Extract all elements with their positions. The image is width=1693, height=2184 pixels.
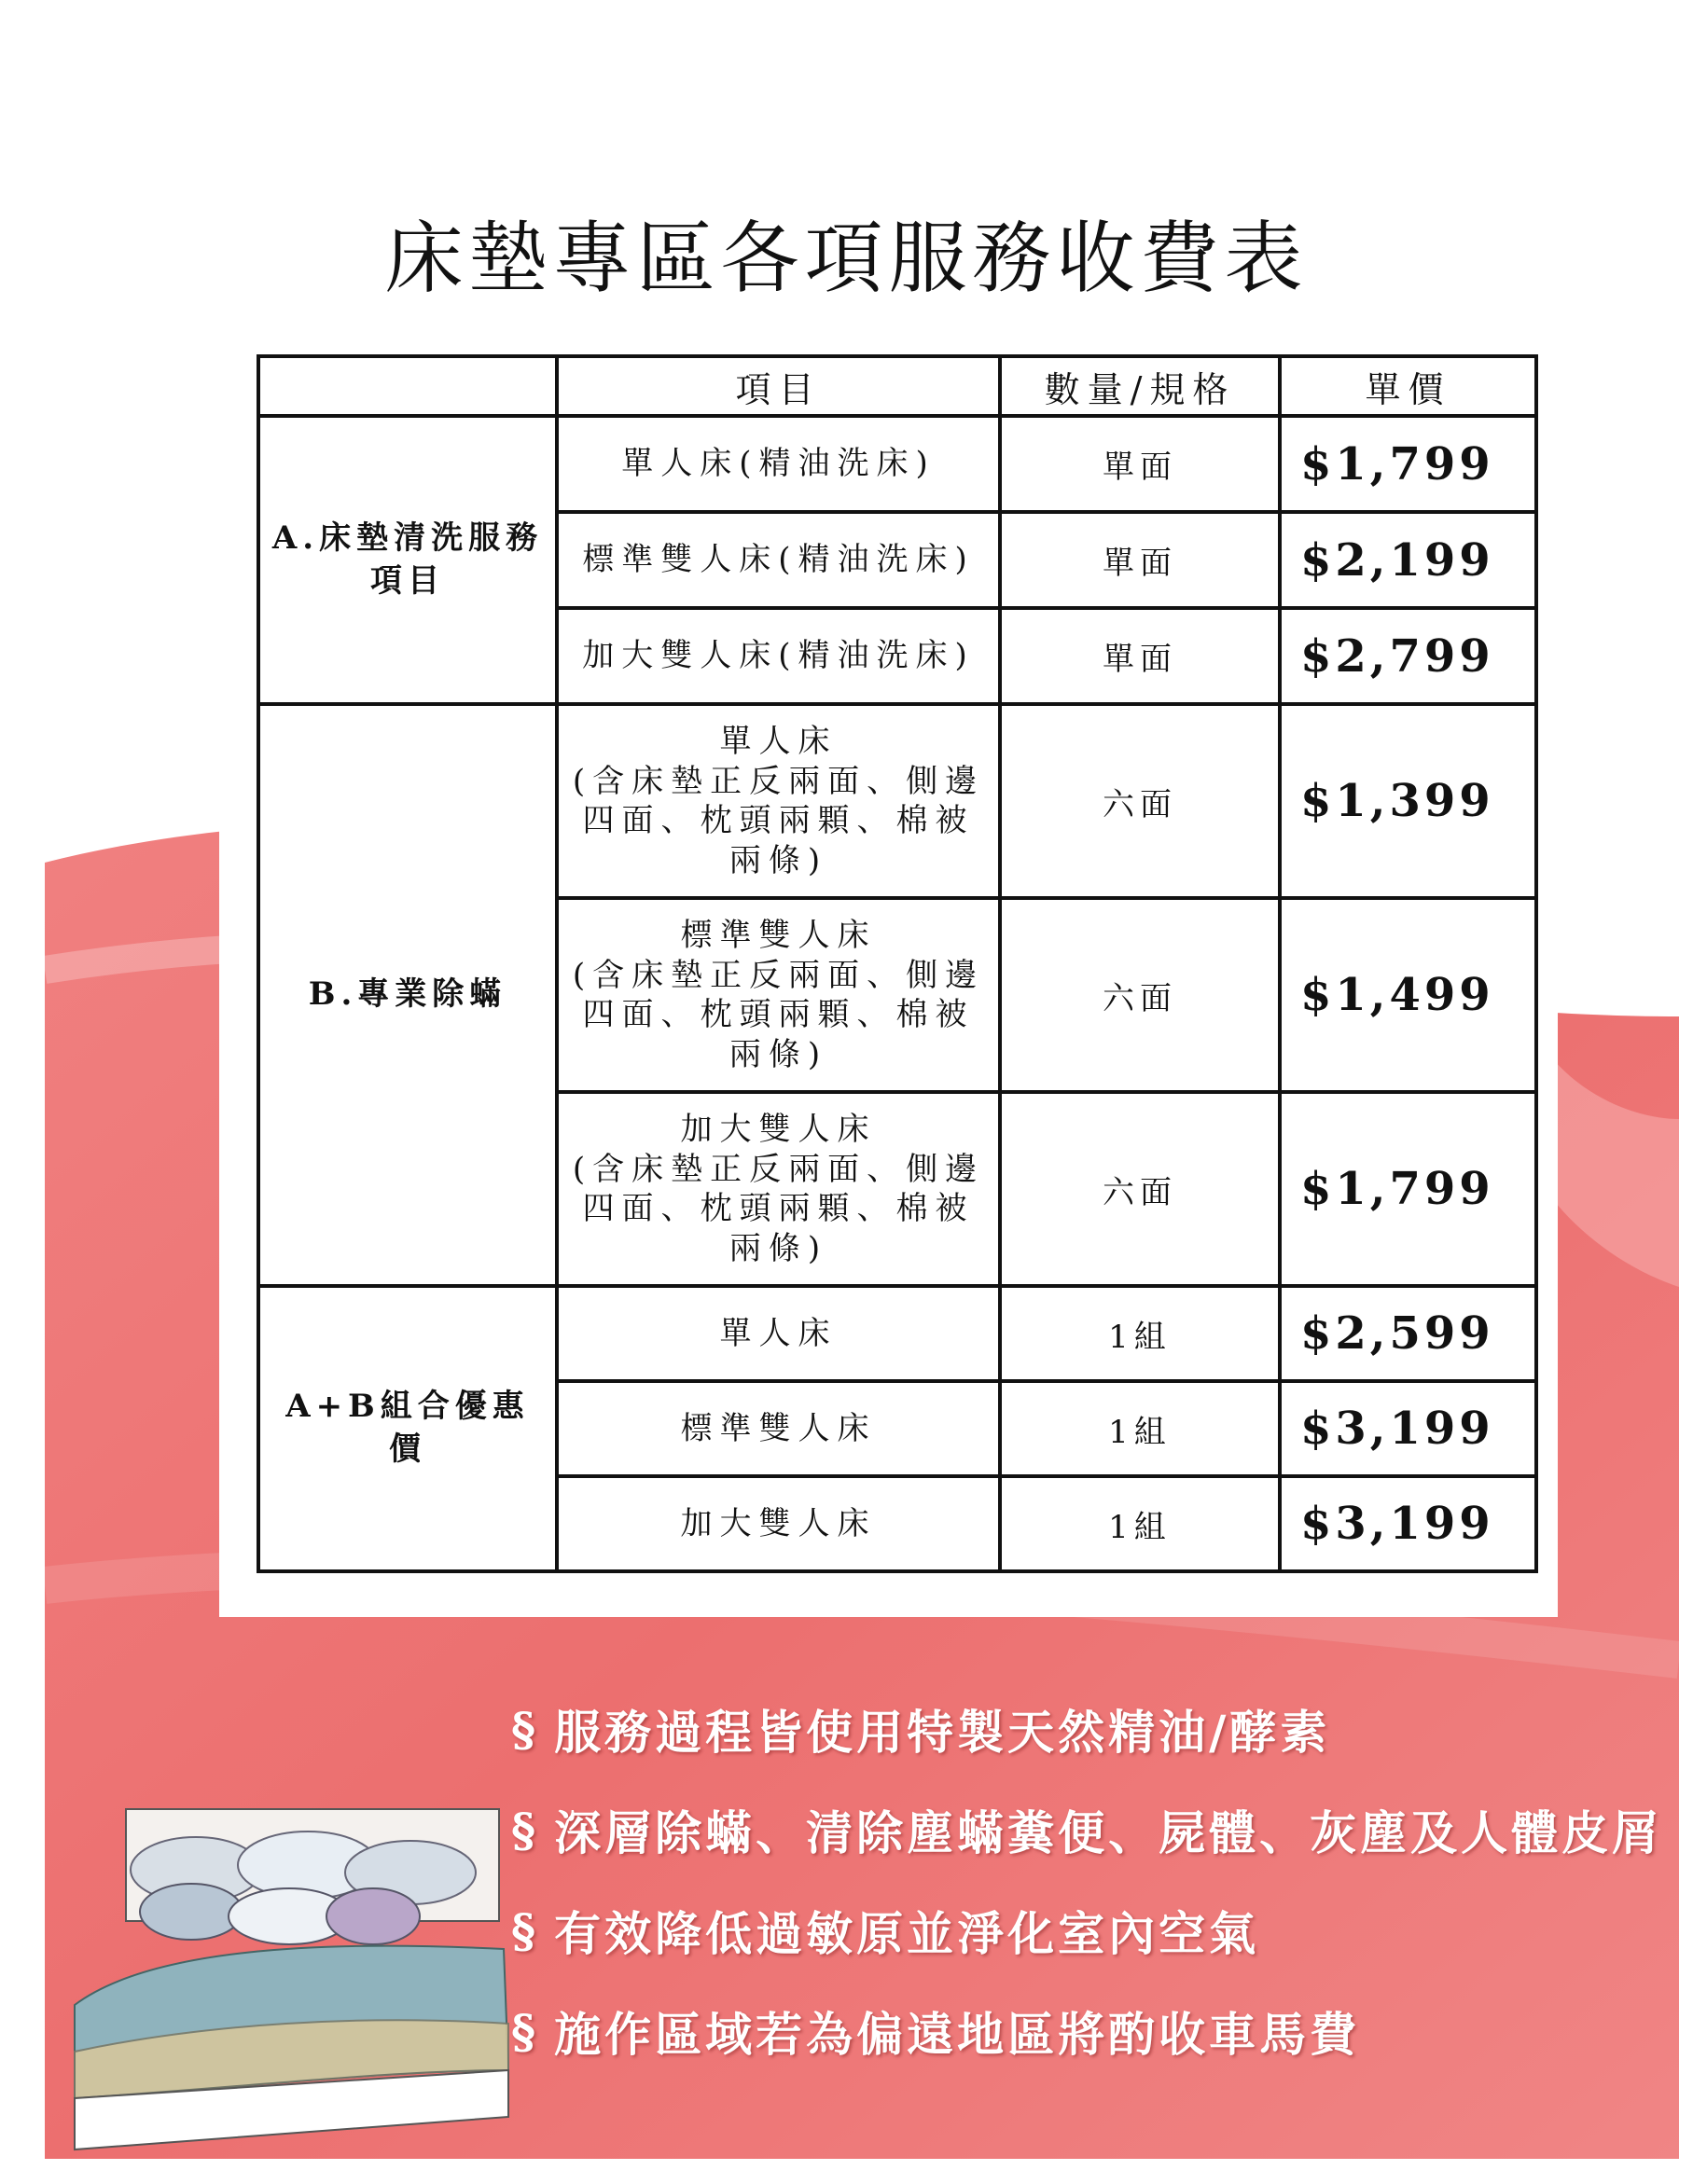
note-text: 有效降低過敏原並淨化室內空氣 xyxy=(554,1906,1260,1961)
header-category xyxy=(258,356,557,416)
header-quantity: 數量/規格 xyxy=(1000,356,1280,416)
quantity-cell: 1組 xyxy=(1000,1476,1280,1571)
item-cell: 單人床 xyxy=(557,1286,1000,1381)
item-name: 單人床 xyxy=(719,723,838,760)
item-detail: (含床墊正反兩面、側邊四面、枕頭兩顆、棉被兩條) xyxy=(572,762,985,879)
quantity-cell: 1組 xyxy=(1000,1286,1280,1381)
price-cell: $1,799 xyxy=(1280,1092,1536,1286)
bed-illustration xyxy=(37,1790,522,2154)
price-cell: $1,799 xyxy=(1280,416,1536,512)
price-cell: $2,199 xyxy=(1280,512,1536,608)
item-cell xyxy=(557,898,1000,1092)
item-detail: (含床墊正反兩面、側邊四面、枕頭兩顆、棉被兩條) xyxy=(572,956,985,1073)
category-b: B.專業除蟎 xyxy=(258,704,557,1286)
quantity-cell: 單面 xyxy=(1000,608,1280,704)
price-cell: $1,399 xyxy=(1280,704,1536,898)
section-mark: § xyxy=(511,1902,540,1958)
section-mark: § xyxy=(511,1802,540,1858)
item-cell xyxy=(557,704,1000,898)
note-text: 施作區域若為偏遠地區將酌收車馬費 xyxy=(554,2007,1361,2062)
note-item xyxy=(511,1880,1686,1981)
item-cell: 加大雙人床 xyxy=(557,1476,1000,1571)
table-row xyxy=(258,1286,1536,1381)
price-cell: $3,199 xyxy=(1280,1476,1536,1571)
price-cell: $3,199 xyxy=(1280,1381,1536,1476)
quantity-cell: 1組 xyxy=(1000,1381,1280,1476)
quantity-cell: 六面 xyxy=(1000,1092,1280,1286)
item-name: 標準雙人床 xyxy=(680,917,877,954)
item-cell xyxy=(557,1092,1000,1286)
quantity-cell: 六面 xyxy=(1000,898,1280,1092)
item-cell: 單人床(精油洗床) xyxy=(557,416,1000,512)
quantity-cell: 六面 xyxy=(1000,704,1280,898)
item-name: 加大雙人床 xyxy=(680,1111,877,1148)
price-cell: $2,799 xyxy=(1280,608,1536,704)
category-a: A.床墊清洗服務項目 xyxy=(258,416,557,704)
header-item: 項目 xyxy=(557,356,1000,416)
item-cell: 標準雙人床(精油洗床) xyxy=(557,512,1000,608)
note-text: 深層除蟎、清除塵蟎糞便、屍體、灰塵及人體皮屑 xyxy=(554,1805,1663,1860)
note-item xyxy=(511,1779,1686,1880)
note-item xyxy=(511,1981,1686,2081)
quantity-cell: 單面 xyxy=(1000,416,1280,512)
item-cell: 加大雙人床(精油洗床) xyxy=(557,608,1000,704)
note-item xyxy=(511,1679,1686,1779)
quantity-cell: 單面 xyxy=(1000,512,1280,608)
notes-list xyxy=(511,1679,1686,2081)
item-cell: 標準雙人床 xyxy=(557,1381,1000,1476)
price-cell: $2,599 xyxy=(1280,1286,1536,1381)
price-cell: $1,499 xyxy=(1280,898,1536,1092)
section-mark: § xyxy=(511,1701,540,1757)
note-text: 服務過程皆使用特製天然精油/酵素 xyxy=(554,1705,1331,1760)
page-title: 床墊專區各項服務收費表 xyxy=(384,213,1309,304)
category-combo: A+B組合優惠價 xyxy=(258,1286,557,1571)
section-mark: § xyxy=(511,2003,540,2059)
price-table xyxy=(257,354,1538,1573)
item-detail: (含床墊正反兩面、側邊四面、枕頭兩顆、棉被兩條) xyxy=(572,1150,985,1267)
table-row xyxy=(258,416,1536,512)
header-price: 單價 xyxy=(1280,356,1536,416)
table-header-row xyxy=(258,356,1536,416)
table-row xyxy=(258,704,1536,898)
